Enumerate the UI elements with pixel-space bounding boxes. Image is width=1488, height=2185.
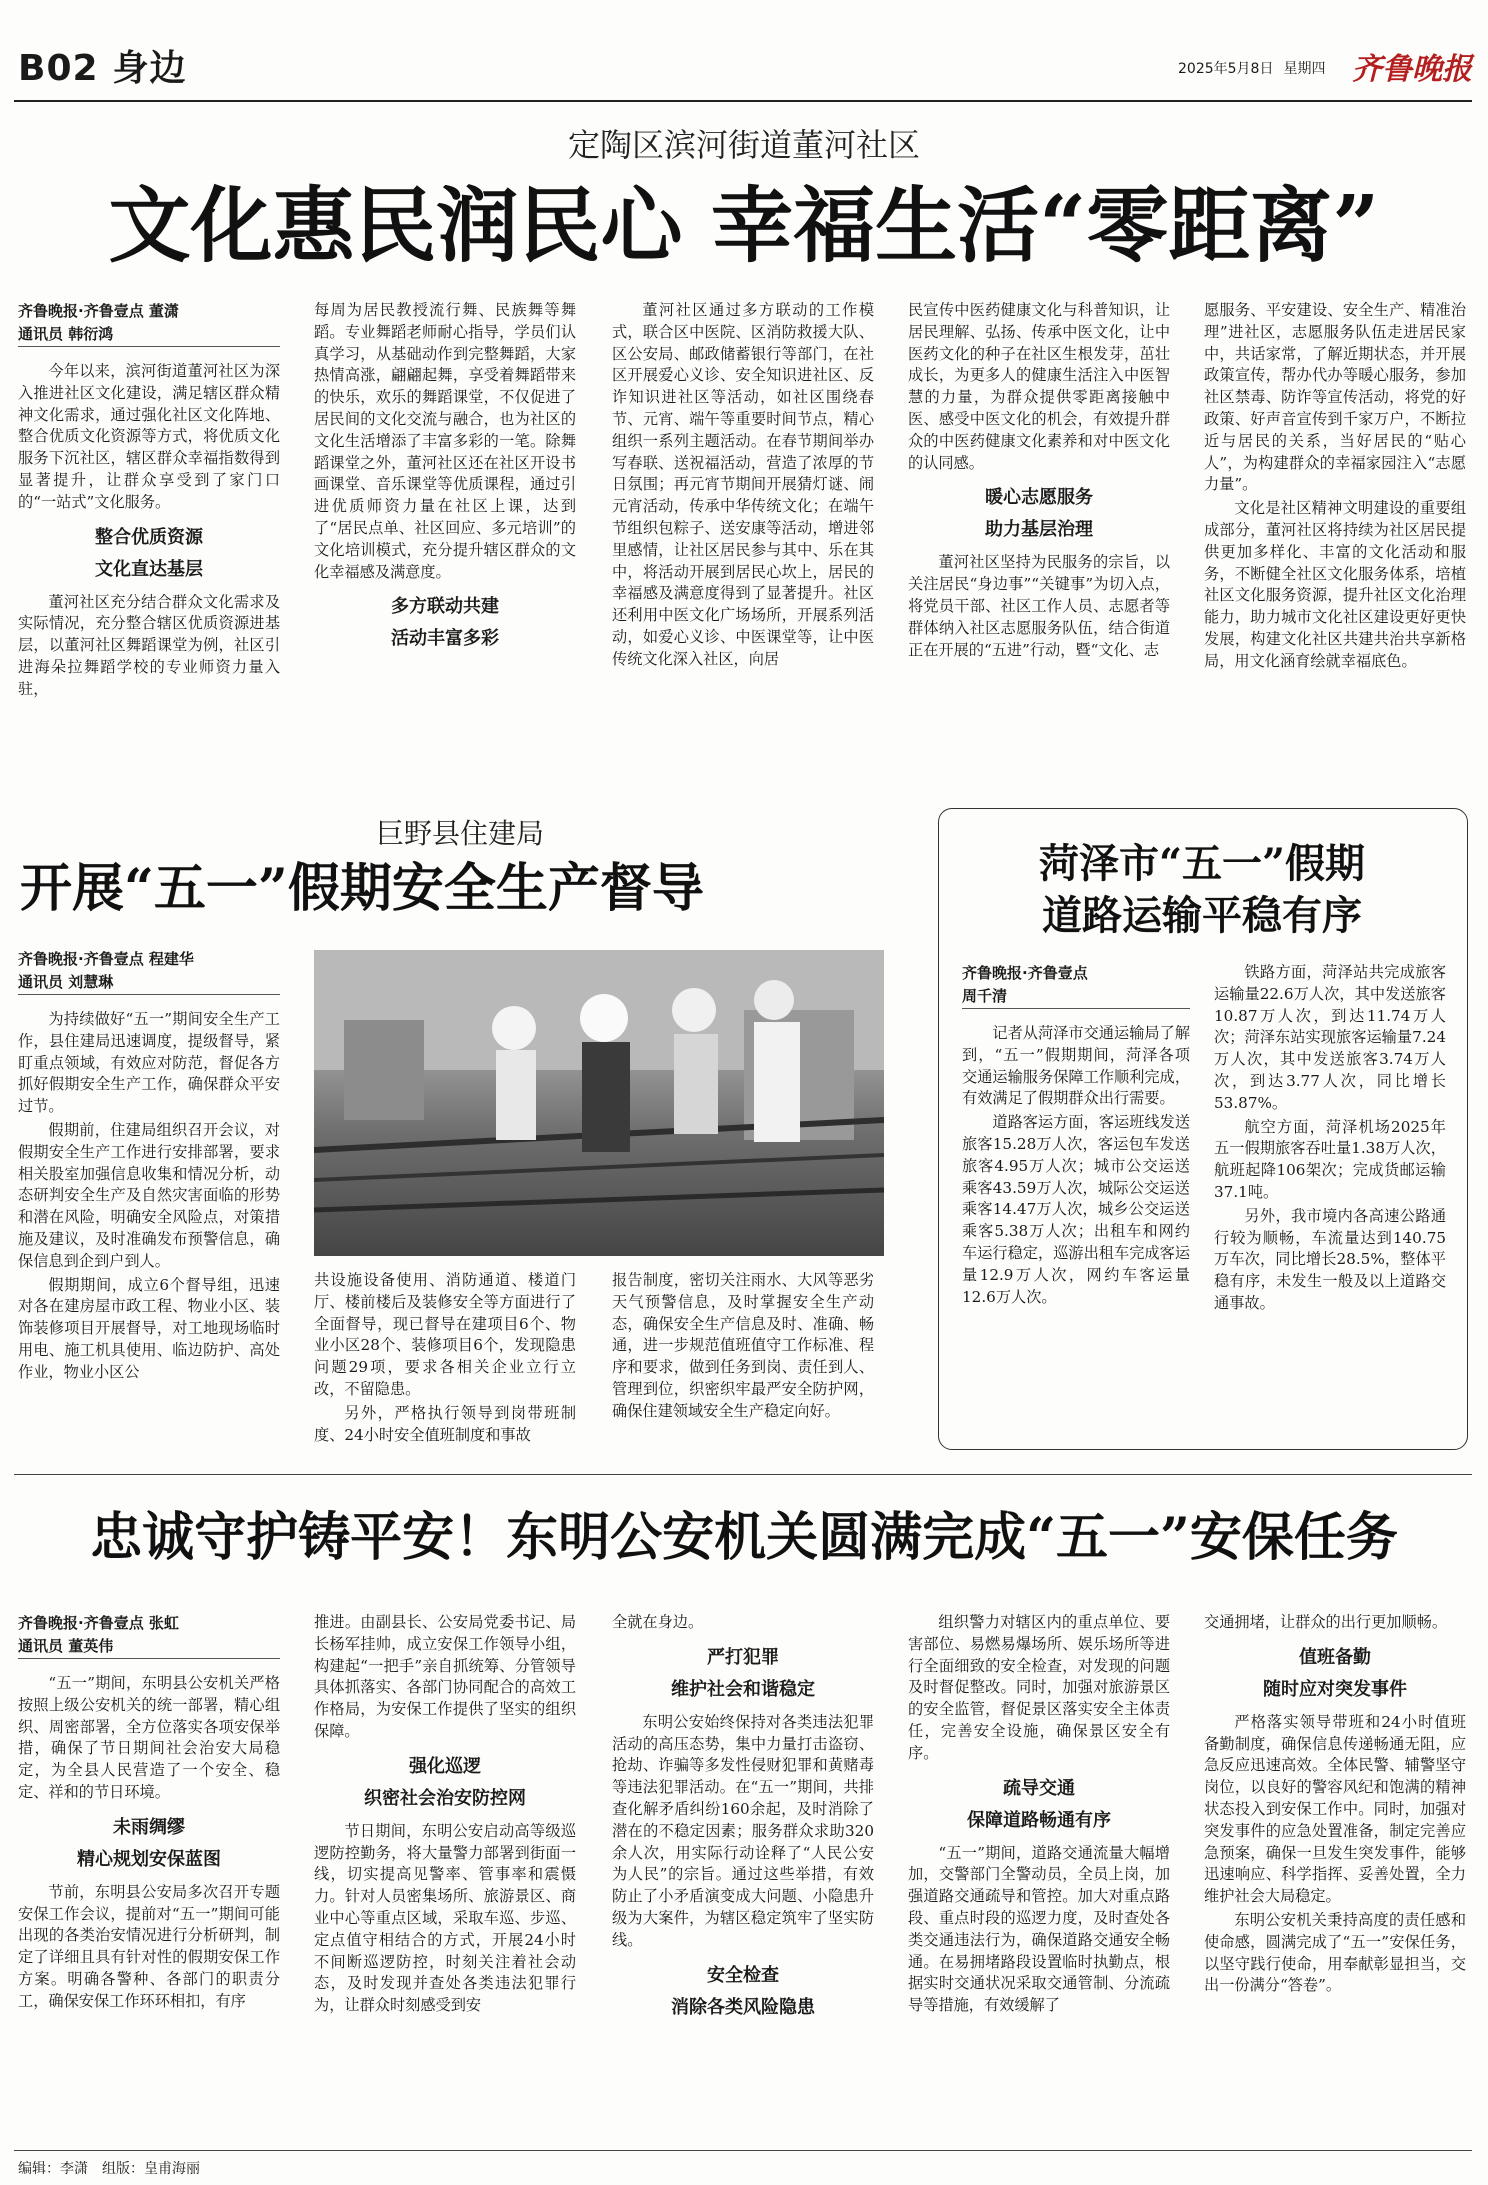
news-photo bbox=[314, 950, 884, 1256]
subhead: 暖心志愿服务 助力基层治理 bbox=[985, 487, 1093, 541]
subhead: 多方联动共建 活动丰富多彩 bbox=[391, 596, 499, 650]
article1-title: 文化惠民润民心 幸福生活“零距离” bbox=[108, 178, 1380, 274]
article4-title: 忠诚守护铸平安！东明公安机关圆满完成“五一”安保任务 bbox=[90, 1507, 1398, 1568]
article1-col4: 民宣传中医药健康文化与科普知识，让居民理解、弘扬、传承中医文化，让中医药文化的种子在社区生根发芽，茁壮成长，为更多人的健康生活注入中医智慧的力量，为群众提供零距离接触中医、感受中医文化的机会，有效提升群众的中医药健康文化素养和对中医文化的认同感。 暖心志愿服务 助力基层治理 董河社区坚持为民服务的宗旨，以关注居民“身边事”“关键事”为切入点，将党员干部、社区工作人员、志愿者等群体纳入社区志愿服务队伍，结合街道正在开展的“五进”行动，暨“文化、志 bbox=[908, 301, 1170, 659]
subhead: 疏导交通 保障道路畅通有序 bbox=[967, 1777, 1111, 1831]
article2-kicker: 巨野县住建局 bbox=[375, 817, 544, 850]
article3-title: 菏泽市“五一”假期 道路运输平稳有序 bbox=[1038, 840, 1365, 939]
article3-col1: 齐鲁晚报·齐鲁壹点 周千清 记者从菏泽市交通运输局了解到，“五一”假期期间，菏泽各项交通运输服务保障工作顺利完成，有效满足了假期群众出行需要。 道路客运方面，客运班线发送旅客15.28万人次，客运包车发送旅客4.95万人次；城市公交运送乘客43.59万人次，城际公交运送乘客14.47万人次，城乡公交运送乘客5.38万人次；出租车和网约车运行稳定，巡游出租车完成客运量12.9万人次，网约车客运量12.6万人次。 bbox=[962, 964, 1190, 1306]
article4-col4: 组织警力对辖区内的重点单位、要害部位、易燃易爆场所、娱乐场所等进行全面细致的安全检查，对发现的问题及时督促整改。同时，加强对旅游景区的安全监管，督促景区落实安全主体责任，完善安全设施，确保景区安全有序。 疏导交通 保障道路畅通有序 “五一”期间，道路交通流量大幅增加，交警部门全警动员，全员上岗，加强道路交通疏导和管控。加大对重点路段、重点时段的巡逻力度，及时查处各类交通违法行为，确保道路交通安全畅通。在易拥堵路段设置临时执勤点，根据实时交通状况采取交通管制、分流疏导等措施，有效缓解了 bbox=[908, 1613, 1170, 2015]
article2-title: 开展“五一”假期安全生产督导 bbox=[20, 858, 704, 919]
article2-col2: 共设施设备使用、消防通道、楼道门厅、楼前楼后及装修安全等方面进行了全面督导，现已督导在建项目6个、物业小区28个、装修项目6个，发现隐患问题29项，要求各相关企业立行立改，不留隐患。 另外，严格执行领导到岗带班制度、24小时安全值班制度和事故 bbox=[314, 1271, 576, 1444]
header-rule bbox=[14, 100, 1472, 102]
article1-kicker: 定陶区滨河街道董河社区 bbox=[567, 126, 920, 164]
article1-col3: 董河社区通过多方联动的工作模式，联合区中医院、区消防救援大队、区公安局、邮政储蓄银行等部门，在社区开展爱心义诊、安全知识进社区、反诈知识进社区等活动，如社区围绕春节、元宵、端午等重要时间节点，精心组织一系列主题活动。在春节期间举办写春联、送祝福活动，营造了浓厚的节日氛围；再元宵节期间开展猜灯谜、闹元宵活动，传承中华传统文化；在端午节组织包粽子、送安康等活动，增进邻里感情，让社区居民参与其中、乐在其中，将活动开展到居民心坎上，居民的幸福感及满意度得到了显著提升。社区还利用中医文化广场场所，开展系列活动，如爱心义诊、中医课堂等，让中医传统文化深入社区，向居 bbox=[612, 301, 874, 668]
article1-col5: 愿服务、平安建设、安全生产、精准治理”进社区，志愿服务队伍走进居民家中，共话家常，了解近期状态，并开展政策宣传，帮办代办等暖心服务，参加社区禁毒、防诈等宣传活动，将党的好政策、好声音宣传到千家万户，不断拉近与居民的关系，当好居民的“贴心人”，为构建群众的幸福家园注入“志愿力量”。 文化是社区精神文明建设的重要组成部分，董河社区将持续为社区居民提供更加多样化、丰富的文化活动和服务，不断健全社区文化服务体系，培植社区文化服务资源，提升社区文化治理能力，助力城市文化社区建设更好更快发展，构建文化社区共建共治共享新格局，用文化涵育绘就幸福底色。 bbox=[1204, 301, 1466, 670]
article1-col1: 齐鲁晚报·齐鲁壹点 董潇 通讯员 韩衍鸿 今年以来，滨河街道董河社区为深入推进社区文化建设，满足辖区群众精神文化需求，通过强化社区文化阵地、整合优质文化资源等方式，将优质文化服务下沉社区，辖区群众幸福指数得到显著提升，让群众享受到了家门口的“一站式”文化服务。 整合优质资源 文化直达基层 董河社区充分结合群众文化需求及实际情况，充分整合辖区优质资源进基层，以董河社区舞蹈课堂为例，社区引进海朵拉舞蹈学校的专业师资力量入驻， bbox=[18, 302, 280, 698]
article2-col1: 齐鲁晚报·齐鲁壹点 程建华 通讯员 刘慧琳 为持续做好“五一”期间安全生产工作，县住建局迅速调度，提级督导，紧盯重点领域，有效应对防范，督促各方抓好假期安全生产工作，确保群众平安过节。 假期前，住建局组织召开会议，对假期安全生产工作进行安排部署，要求相关股室加强信息收集和情况分析，动态研判安全生产及自然灾害面临的形势和潜在风险，明确安全风险点，对策措施及建议，及时准确发布预警信息，确保信息到企到户到人。 假期期间，成立6个督导组，迅速对各在建房屋市政工程、物业小区、装饰装修项目开展督导，对工地现场临时用电、施工机具使用、临边防护、高处作业，物业小区公 bbox=[18, 950, 280, 1381]
byline: 齐鲁晚报·齐鲁壹点 董潇 通讯员 韩衍鸿 bbox=[18, 300, 280, 347]
photo-illustration bbox=[314, 950, 884, 1256]
byline: 齐鲁晚报·齐鲁壹点 周千清 bbox=[962, 962, 1190, 1009]
article4-col2: 推进。由副县长、公安局党委书记、局长杨军挂帅，成立安保工作领导小组，构建起“一把手”亲自抓统筹、分管领导具体抓落实、各部门协同配合的高效工作格局，为安保工作提供了坚实的组织保障。 强化巡逻 织密社会治安防控网 节日期间，东明公安启动高等级巡逻防控勤务，将大量警力部署到街面一线，切实提高见警率、管事率和震慑力。针对人员密集场所、旅游景区、商业中心等重点区域，采取车巡、步巡、定点值守相结合的方式，开展24小时不间断巡逻防控，时刻关注着社会动态，及时发现并查处各类违法犯罪行为，让群众时刻感受到安 bbox=[314, 1613, 576, 2015]
article4-col5: 交通拥堵，让群众的出行更加顺畅。 值班备勤 随时应对突发事件 严格落实领导带班和24小时值班备勤制度，确保信息传递畅通无阻，应急反应迅速高效。全体民警、辅警坚守岗位，以良好的警容风纪和饱满的精神状态投入到安保工作中。同时，加强对突发事件的应急处置准备，制定完善应急预案，确保一旦发生突发事件，能够迅速响应、科学指挥、妥善处置，全力维护社会大局稳定。 东明公安机关秉持高度的责任感和使命感，圆满完成了“五一”安保任务，以坚守践行使命，用奉献彰显担当，交出一份满分“答卷”。 bbox=[1204, 1613, 1466, 1995]
page-number: B02 身边 bbox=[18, 48, 187, 89]
article3-col2: 铁路方面，菏泽站共完成旅客运输量22.6万人次，其中发送旅客10.87万人次，到达11.74万人次；菏泽东站实现旅客运输量7.24万人次，其中发送旅客3.74万人次，到达3.77人次，同比增长53.87%。 航空方面，菏泽机场2025年五一假期旅客吞吐量1.38万人次，航班起降106架次；完成货邮运输37.1吨。 另外，我市境内各高速公路通行较为顺畅，车流量达到140.75万车次，同比增长28.5%，整体平稳有序，未发生一般及以上道路交通事故。 bbox=[1214, 963, 1446, 1312]
paper-logo: 齐鲁晚报 bbox=[1352, 52, 1472, 87]
subhead: 整合优质资源 文化直达基层 bbox=[95, 526, 203, 580]
byline: 齐鲁晚报·齐鲁壹点 张虹 通讯员 董英伟 bbox=[18, 1612, 280, 1659]
subhead: 安全检查 消除各类风险隐患 bbox=[671, 1964, 815, 2018]
article4-top-rule bbox=[14, 1474, 1472, 1475]
subhead: 严打犯罪 维护社会和谐稳定 bbox=[671, 1646, 815, 1700]
article1-col2: 每周为居民教授流行舞、民族舞等舞蹈。专业舞蹈老师耐心指导，学员们认真学习，从基础动作到完整舞蹈，大家热情高涨，翩翩起舞，享受着舞蹈带来的快乐，欢乐的舞蹈课堂，不仅促进了居民间的文化交流与融合，也为社区的文化生活增添了丰富多彩的一笔。除舞蹈课堂之外，董河社区还在社区开设书画课堂、音乐课堂等优质课程，通过引进优质师资力量在社区上课，达到了“居民点单、社区回应、多元培训”的文化培训模式，充分提升辖区群众的文化幸福感及满意度。 多方联动共建 活动丰富多彩 bbox=[314, 300, 576, 661]
byline: 齐鲁晚报·齐鲁壹点 程建华 通讯员 刘慧琳 bbox=[18, 948, 280, 995]
subhead: 值班备勤 随时应对突发事件 bbox=[1263, 1646, 1407, 1700]
issue-date: 2025年5月8日 星期四 bbox=[1178, 61, 1326, 77]
subhead: 未雨绸缪 精心规划安保蓝图 bbox=[77, 1816, 221, 1870]
article4-col1: 齐鲁晚报·齐鲁壹点 张虹 通讯员 董英伟 “五一”期间，东明县公安机关严格按照上级公安机关的统一部署，精心组织、周密部署，全方位落实各项安保举措，确保了节日期间社会治安大局稳定，为全县人民营造了一个安全、稳定、祥和的节日环境。 未雨绸缪 精心规划安保蓝图 节前，东明县公安局多次召开专题安保工作会议，提前对“五一”期间可能出现的各类治安情况进行分析研判，制定了详细且具有针对性的假期安保工作方案。明确各警种、各部门的职责分工，确保安保工作环环相扣，有序 bbox=[18, 1614, 280, 2010]
article2-col3: 报告制度，密切关注雨水、大风等恶劣天气预警信息，及时掌握安全生产动态，确保安全生产信息及时、准确、畅通，进一步规范值班值守工作标准、程序和要求，做到任务到岗、责任到人、管理到位，织密织牢最严安全防护网，确保住建领域安全生产稳定向好。 bbox=[612, 1271, 874, 1420]
footer-editor: 编辑：李潇 组版：皇甫海丽 bbox=[18, 2161, 200, 2177]
article4-col3: 全就在身边。 严打犯罪 维护社会和谐稳定 东明公安始终保持对各类违法犯罪活动的高压态势，集中力量打击盗窃、抢劫、诈骗等多发性侵财犯罪和黄赌毒等违法犯罪活动。在“五一”期间，共排查化解矛盾纠纷160余起，及时消除了潜在的不稳定因素；服务群众求助320余人次，用实际行动诠释了“人民公安为人民”的宗旨。通过这些举措，有效防止了小矛盾演变成大问题、小隐患升级为大案件，为辖区稳定筑牢了坚实防线。 安全检查 消除各类风险隐患 bbox=[612, 1612, 874, 2030]
subhead: 强化巡逻 织密社会治安防控网 bbox=[364, 1755, 526, 1809]
footer-rule bbox=[14, 2150, 1472, 2151]
